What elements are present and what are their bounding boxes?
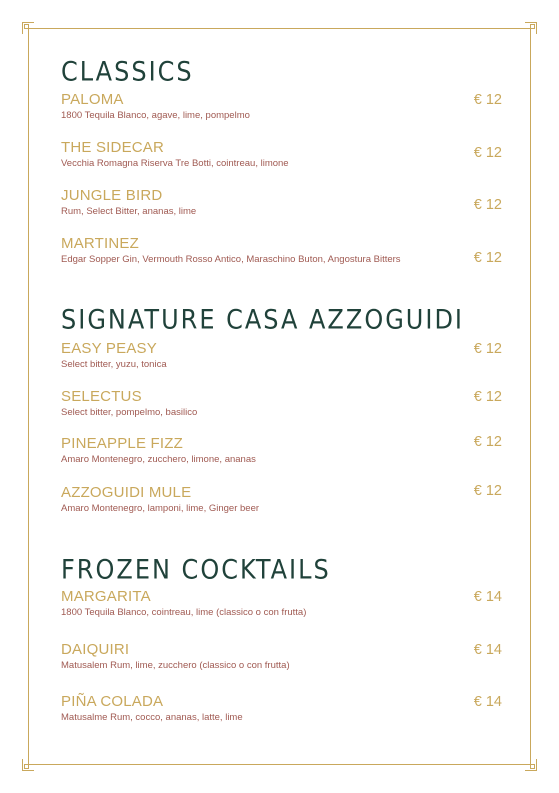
item-description: Rum, Select Bitter, ananas, lime [61,206,197,217]
item-name: PINEAPPLE FIZZ [61,435,183,452]
item-name: AZZOGUIDI MULE [61,484,192,501]
corner-ornament [525,22,537,34]
item-description: Matusalem Rum, lime, zucchero (classico o con frutta) [61,660,290,671]
item-name: SELECTUS [61,388,142,405]
corner-ornament [525,759,537,771]
menu-item [61,235,503,266]
item-price: € 12 [473,197,502,213]
item-description: Vecchia Romagna Riserva Tre Botti, cointreau, limone [61,158,289,169]
item-price: € 12 [473,341,502,357]
menu-item [61,340,503,371]
item-price: € 14 [473,694,502,710]
item-description: Select bitter, yuzu, tonica [61,359,167,370]
menu-item [61,693,503,724]
item-price: € 12 [473,434,502,450]
item-description: Edgar Sopper Gin, Vermouth Rosso Antico, Maraschino Buton, Angostura Bitters [61,254,401,265]
section-title-signature: SIGNATURE CASA AZZOGUIDI [61,304,465,336]
item-description: Amaro Montenegro, lamponi, lime, Ginger beer [61,503,260,514]
item-price: € 14 [473,589,502,605]
item-name: THE SIDECAR [61,139,165,156]
item-price: € 12 [473,145,502,161]
menu-item [61,435,503,466]
menu-item [61,139,503,170]
section-title-classics: CLASSICS [61,56,194,88]
section-title-frozen: FROZEN COCKTAILS [61,554,331,586]
item-description: Matusalme Rum, cocco, ananas, latte, lime [61,712,243,723]
menu-item [61,388,503,419]
menu-item [61,91,503,122]
item-name: PALOMA [61,91,124,108]
menu-item [61,187,503,218]
item-description: Select bitter, pompelmo, basilico [61,407,198,418]
item-name: PIÑA COLADA [61,693,164,710]
menu-item [61,484,503,515]
item-price: € 12 [473,92,502,108]
item-price: € 12 [473,389,502,405]
menu-item [61,641,503,672]
corner-ornament [22,759,34,771]
item-name: DAIQUIRI [61,641,130,658]
corner-ornament [22,22,34,34]
menu-item [61,588,503,619]
item-price: € 12 [473,250,502,266]
item-name: EASY PEASY [61,340,157,357]
item-name: MARGARITA [61,588,151,605]
item-description: 1800 Tequila Blanco, cointreau, lime (classico o con frutta) [61,607,307,618]
item-price: € 12 [473,483,502,499]
item-description: Amaro Montenegro, zucchero, limone, ananas [61,454,256,465]
item-name: JUNGLE BIRD [61,187,163,204]
item-price: € 14 [473,642,502,658]
item-name: MARTINEZ [61,235,139,252]
item-description: 1800 Tequila Blanco, agave, lime, pompelmo [61,110,250,121]
